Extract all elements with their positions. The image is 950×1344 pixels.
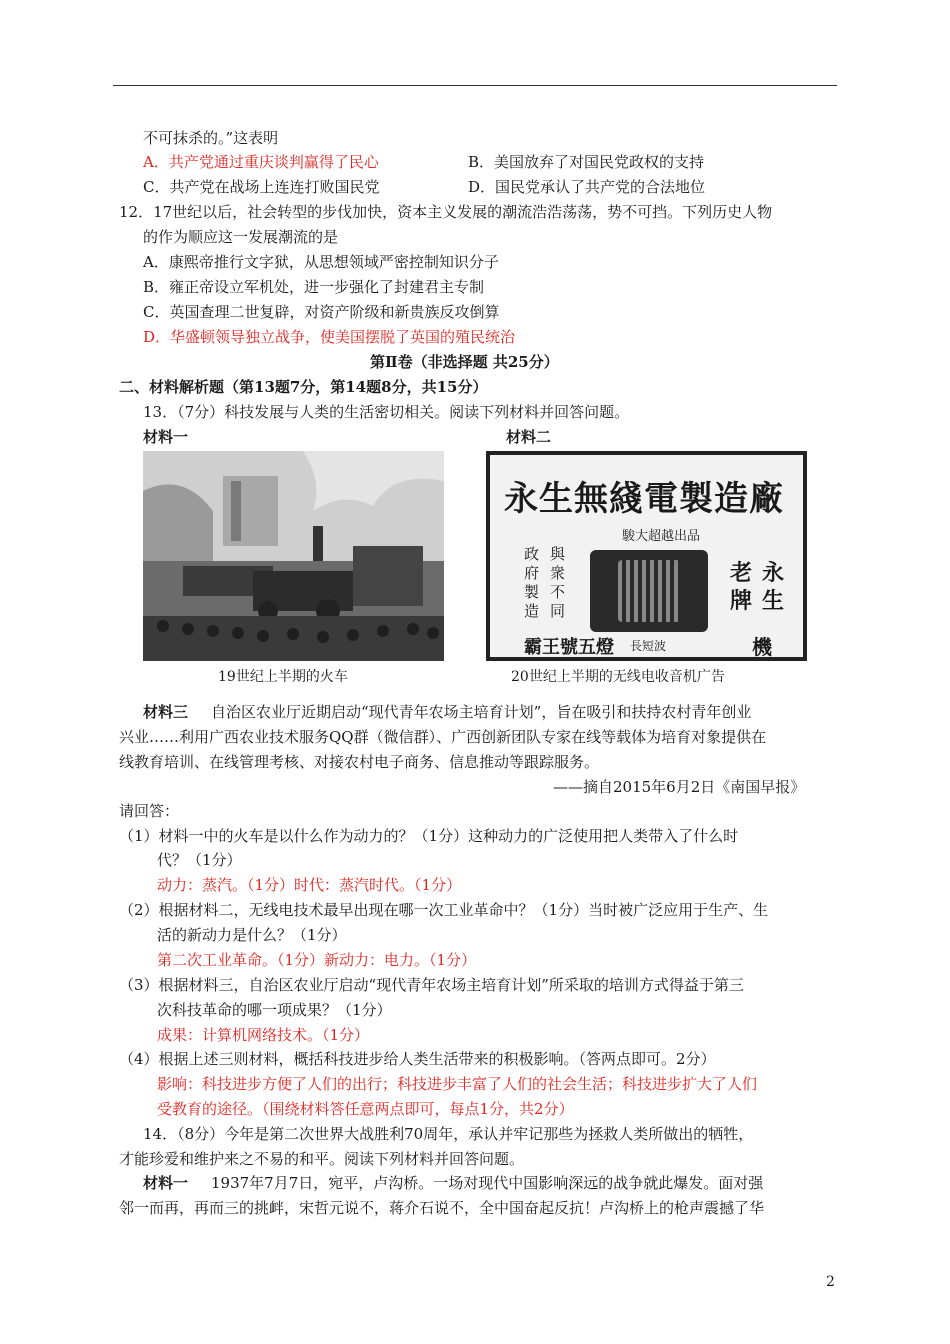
ad-headline: 永生無綫電製造廠 (504, 479, 784, 519)
ad-machine-char: 機 (752, 635, 772, 659)
ad-right-column-2: 永生 (762, 560, 785, 614)
q13-answer4-line2: 受教育的途径。（围绕材料答任意两点即可，每点1分，共2分） (157, 1100, 574, 1118)
ad-left-column-2: 政府製造 (524, 545, 540, 620)
q12-stem-line2: 的作为顺应这一发展潮流的是 (143, 228, 339, 246)
q13-material1-label: 材料一 (143, 428, 189, 446)
q13-material3-line2: 兴业……利用广西农业技术服务QQ群（微信群）、广西创新团队专家在线等载体为培育对象提供在 (119, 728, 767, 746)
q14-material1-line1: 1937年7月7日，宛平，卢沟桥。一场对现代中国影响深远的战争就此爆发。面对强 (211, 1174, 764, 1192)
image2-caption: 20世纪上半期的无线电收音机广告 (511, 669, 725, 685)
q13-stem: 13．（7分）科技发展与人类的生活密切相关。阅读下列材料并回答问题。 (143, 403, 630, 421)
q11-option-d: D．国民党承认了共产党的合法地位 (468, 178, 706, 196)
ad-left-column-1: 與衆不同 (550, 545, 566, 620)
q13-subq3-line2: 次科技革命的哪一项成果？（1分） (157, 1001, 392, 1019)
radio-set-icon (590, 550, 708, 632)
q14-material1-line2: 邻一而再，再而三的挑衅，宋哲元说不，蒋介石说不，全中国奋起反抗！卢沟桥上的枪声震撼了华 (119, 1199, 765, 1217)
q13-subq1-line1: （1）材料一中的火车是以什么作为动力的？（1分）这种动力的广泛使用把人类带入了什么时 (119, 827, 739, 845)
q13-answer3: 成果：计算机网络技术。（1分） (157, 1026, 370, 1044)
ad-right-column-1: 老牌 (730, 560, 753, 614)
q13-subq2-line1: （2）根据材料二，无线电技术最早出现在哪一次工业革命中？（1分）当时被广泛应用于生产、生 (119, 901, 769, 919)
q13-material3-label: 材料三 (143, 703, 189, 721)
q13-subq1-line2: 代？（1分） (157, 851, 242, 869)
q13-answer2: 第二次工业革命。（1分）新动力：电力。（1分） (157, 951, 477, 969)
train-engraving-image (143, 451, 444, 661)
q11-stem-tail: 不可抹杀的。”这表明 (143, 129, 279, 147)
q14-material1-label: 材料一 (143, 1174, 189, 1192)
q12-option-a: A．康熙帝推行文字狱，从思想领域严密控制知识分子 (143, 253, 499, 271)
q13-source: ——摘自2015年6月2日《南国早报》 (553, 778, 806, 796)
q13-subq3-line1: （3）根据材料三，自治区农业厅启动“现代青年农场主培育计划”所采取的培训方式得益于第三 (119, 976, 744, 994)
image1-caption: 19世纪上半期的火车 (218, 669, 348, 685)
q13-answer1: 动力：蒸汽。（1分）时代：蒸汽时代。（1分） (157, 876, 462, 894)
q12-option-c: C．英国查理二世复辟，对资产阶级和新贵族反攻倒算 (143, 303, 500, 321)
train-engraving-drawing (143, 451, 444, 661)
ad-model-name: 霸王號五燈 (524, 637, 614, 658)
page-number: 2 (826, 1274, 835, 1290)
q13-subq4: （4）根据上述三则材料，概括科技进步给人类生活带来的积极影响。（答两点即可。2分） (119, 1050, 716, 1068)
q13-please-answer: 请回答： (119, 802, 180, 820)
section2-title: 二、材料解析题（第13题7分，第14题8分，共15分） (119, 378, 488, 396)
q13-material2-label: 材料二 (506, 428, 552, 446)
q12-option-b: B．雍正帝设立军机处，进一步强化了封建君主专制 (143, 278, 485, 296)
q13-subq2-line2: 活的新动力是什么？（1分） (157, 926, 347, 944)
q12-option-d: D．华盛顿领导独立战争，使美国摆脱了英国的殖民统治 (143, 328, 516, 346)
q11-option-c: C．共产党在战场上连连打败国民党 (143, 178, 380, 196)
q13-material3-line1: 自治区农业厅近期启动“现代青年农场主培育计划”，旨在吸引和扶持农村青年创业 (211, 703, 752, 721)
q14-stem-line1: 14．（8分）今年是第二次世界大战胜利70周年，承认并牢记那些为拯救人类所做出的牺牲， (143, 1125, 754, 1143)
q14-stem-line2: 才能珍爱和维护来之不易的和平。阅读下列材料并回答问题。 (119, 1150, 525, 1168)
q12-stem-line1: 12．17世纪以后，社会转型的步伐加快，资本主义发展的潮流浩浩荡荡，势不可挡。下列历史人物 (119, 203, 773, 221)
ad-subtitle: 駿大超越出品 (622, 529, 701, 544)
q13-material3-line3: 线教育培训、在线管理考核、对接农村电子商务、信息推动等跟踪服务。 (119, 753, 600, 771)
q13-answer4-line1: 影响：科技进步方便了人们的出行；科技进步丰富了人们的社会生活；科技进步扩大了人们 (157, 1075, 758, 1093)
radio-advertisement-image (486, 451, 807, 661)
ad-band: 長短波 (630, 639, 667, 653)
q11-option-b: B．美国放弃了对国民党政权的支持 (468, 153, 705, 171)
header-rule (113, 85, 837, 86)
part2-title: 第Ⅱ卷（非选择题 共25分） (370, 353, 559, 371)
q11-option-a: A．共产党通过重庆谈判赢得了民心 (143, 153, 379, 171)
